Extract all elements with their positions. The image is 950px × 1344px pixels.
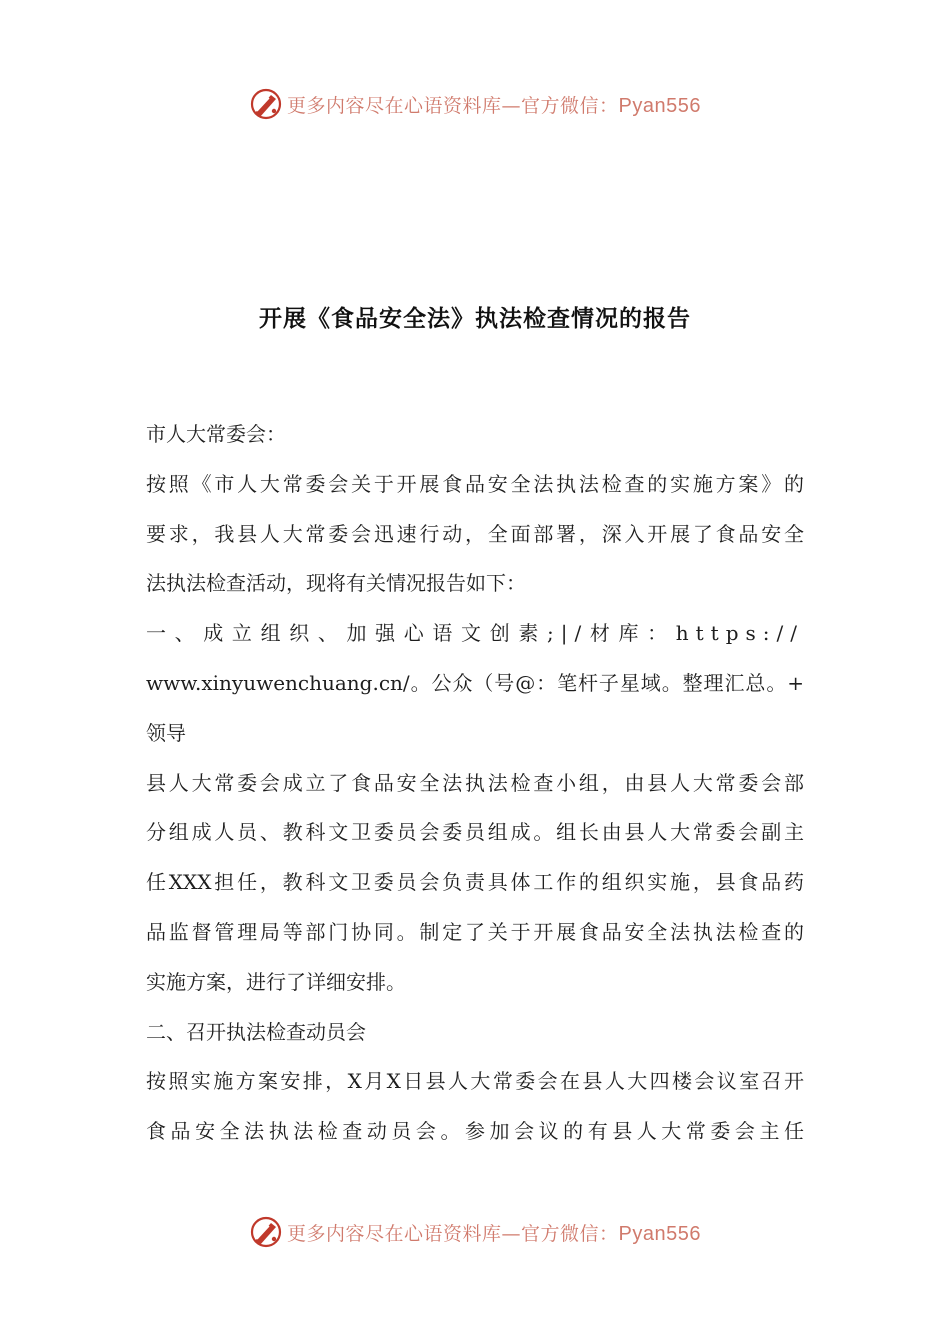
watermark-header (0, 84, 950, 124)
body-line: 要求，我县人大常委会迅速行动，全面部署，深入开展了食品安全 (146, 521, 804, 546)
salutation: 市人大常委会： (146, 422, 286, 446)
pen-logo-icon (249, 1215, 283, 1249)
body-line: 县人大常委会成立了食品安全法执法检查小组，由县人大常委会部 (146, 770, 804, 795)
pen-logo-icon (249, 87, 283, 121)
document-title: 开展《食品安全法》执法检查情况的报告 (259, 305, 691, 332)
body-line: 领导 (146, 720, 186, 745)
section-heading-1: 一、成立组织、加强心语文创素;|/材库：https:// (146, 621, 804, 646)
body-line: 法执法检查活动，现将有关情况报告如下： (146, 571, 526, 596)
document-body (146, 410, 804, 1157)
wechat-id: Pyan556 (618, 94, 701, 117)
body-line: 按照实施方案安排，X月X日县人大常委会在县人大四楼会议室召开 (146, 1069, 804, 1094)
section-heading-2: 二、召开执法检查动员会 (146, 1019, 366, 1044)
watermark-text: 更多内容尽在心语资料库—官方微信：Pyan556 (287, 1222, 701, 1245)
body-line: 任XXX担任，教科文卫委员会负责具体工作的组织实施，县食品药 (146, 870, 804, 895)
body-line: 食品安全法执法检查动员会。参加会议的有县人大常委会主任 (146, 1119, 804, 1144)
watermark-text: 更多内容尽在心语资料库—官方微信：Pyan556 (287, 94, 701, 117)
body-line: www.xinyuwenchuang.cn/。公众（号@：笔杆子星域。整理汇总。+ (146, 670, 804, 695)
body-line: 分组成人员、教科文卫委员会委员组成。组长由县人大常委会副主 (146, 820, 804, 845)
body-line: 实施方案，进行了详细安排。 (146, 969, 406, 994)
wechat-id: Pyan556 (618, 1222, 701, 1245)
body-line: 品监督管理局等部门协同。制定了关于开展食品安全法执法检查的 (146, 919, 804, 944)
watermark-footer (0, 1212, 950, 1252)
body-line: 按照《市人大常委会关于开展食品安全法执法检查的实施方案》的 (146, 471, 804, 496)
